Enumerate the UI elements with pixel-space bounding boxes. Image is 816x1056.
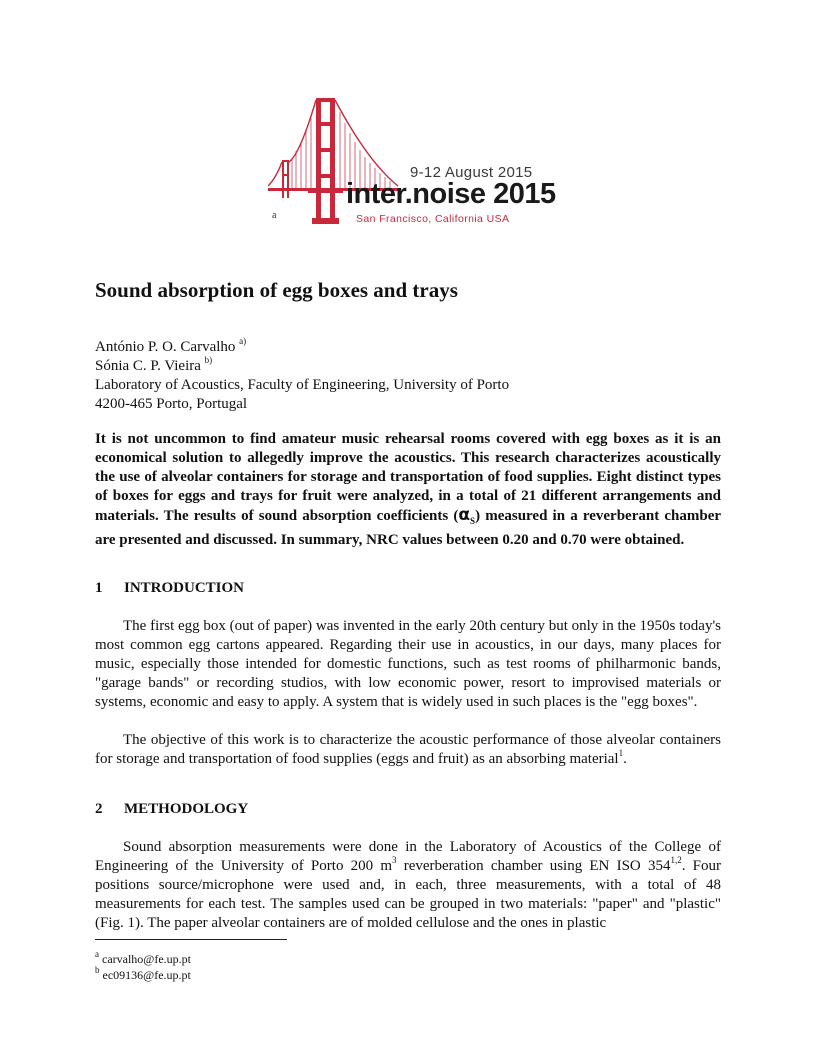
author-name: António P. O. Carvalho	[95, 339, 236, 355]
section-heading-methodology: 2 METHODOLOGY	[95, 801, 249, 817]
author-block	[95, 338, 509, 414]
footnote: $^a$ carvalho@fe.up.pt	[95, 949, 192, 966]
section-heading-introduction: 1 INTRODUCTION	[95, 580, 245, 596]
paper-title: Sound absorption of egg boxes and trays	[95, 278, 458, 302]
intro-paragraph-1: The first egg box (out of paper) was invented in the early 20th century but only in the 1950s today's most common egg cartons appeared. Regarding their use in acoustics, in our days, many places for music, especially those intended for domestic functions, such as test rooms of philharmonic bands, "garage bands" or recording studios, with low economic power, resort to improvised materials or systems, economic and easy to apply. A system that is widely used in such places is the "egg boxes".	[95, 618, 721, 710]
affiliation: Laboratory of Acoustics, Faculty of Engineering, University of Porto	[95, 377, 510, 393]
intro-paragraph-2: The objective of this work is to characterize the acoustic performance of those alveolar containers for storage and transportation of food supplies (eggs and fruit) as an absorbing material$^1$.	[95, 732, 721, 767]
conference-name: inter.noise 2015	[346, 178, 556, 210]
conference-location: San Francisco, California USA	[356, 213, 510, 225]
abstract: It is not uncommon to find amateur music rehearsal rooms covered with egg boxes as it is an economical solution to allegedly improve the acoustics. This research characterizes acoustically the use of alveolar containers for storage and transportation of food supplies. Eight distinct types of boxes for eggs and trays for fruit were analyzed, in a total of 21 different arrangements and materials. The results of sound absorption coefficients $(\alpha_S)$ measured in a reverberant chamber are presented and discussed. In summary, NRC values between 0.20 and 0.70 were obtained.	[95, 431, 722, 548]
alpha-symbol: α	[458, 505, 471, 525]
citation-ref: 1	[618, 748, 624, 758]
footnotes	[95, 951, 191, 983]
address: 4200-465 Porto, Portugal	[95, 396, 248, 412]
author-name: Sónia C. P. Vieira	[95, 358, 201, 374]
methodology-paragraph-1: Sound absorption measurements were done in the Laboratory of Acoustics of the College of Engineering of the University of Porto 200 $m^3$ reverberation chamber using EN ISO 354$^{1,2}$. Four positions source/microphone were used and, in each, three measurements, with a total of 48 measurements for each test. The samples used can be grouped in two materials: "paper" and "plastic" (Fig. 1). The paper alveolar containers are of molded cellulose and the ones in plastic	[95, 839, 722, 931]
footnote: $^b$ ec09136@fe.up.pt	[95, 965, 191, 982]
author-line	[95, 338, 509, 357]
conference-dates: 9-12 August 2015	[410, 164, 533, 181]
footnote-email: carvalho@fe.up.pt	[102, 952, 192, 966]
author-mark: b)	[204, 355, 213, 365]
author-line	[95, 357, 509, 376]
author-mark: a)	[239, 336, 247, 346]
footnote-email: ec09136@fe.up.pt	[102, 968, 191, 982]
footnote-divider	[95, 939, 287, 940]
citation-ref: 1,2	[670, 855, 682, 865]
logo-footnote-marker: a	[272, 210, 277, 221]
conference-logo	[268, 92, 558, 237]
alpha-subscript: S	[470, 516, 476, 526]
